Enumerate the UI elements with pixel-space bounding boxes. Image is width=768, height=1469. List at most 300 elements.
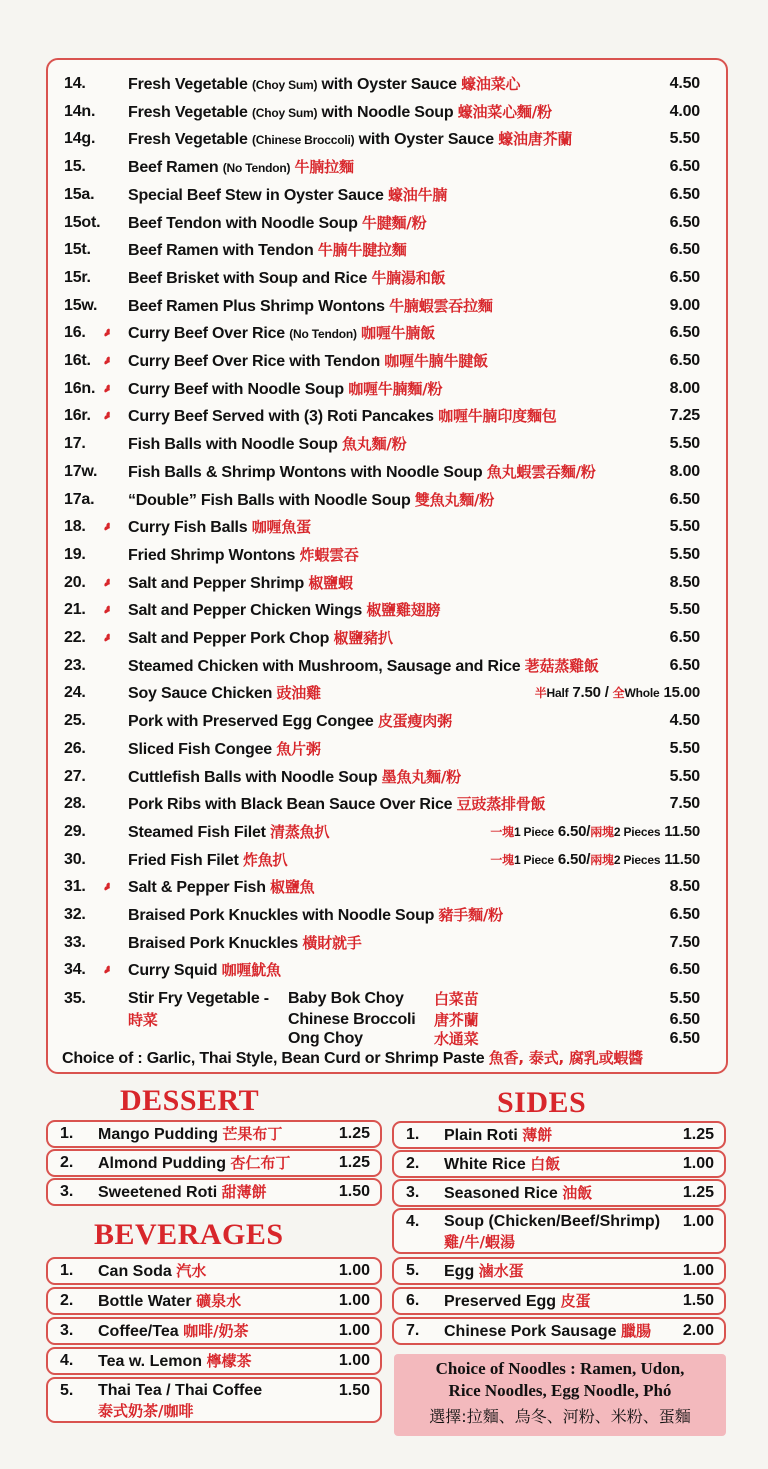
- item-label-group: [98, 1349, 251, 1374]
- item-chinese-name: 椒鹽魚: [270, 878, 315, 897]
- item-number: 28.: [64, 795, 86, 813]
- chili-pepper-icon: [102, 347, 114, 375]
- item-chinese-name: 時菜: [128, 1011, 158, 1029]
- item-name-group: [128, 347, 488, 376]
- item-name: Coffee/Tea: [98, 1323, 184, 1340]
- item-price: 1.00: [682, 1213, 714, 1230]
- item-chinese-name: 豬手麵/粉: [438, 906, 503, 924]
- item-number: 16t.: [64, 352, 91, 369]
- item-name-group: [128, 209, 426, 238]
- item-chinese-name: 皮蛋瘦肉粥: [377, 712, 452, 731]
- item-name: Beef Ramen Plus Shrimp Wontons: [128, 297, 390, 315]
- item-number: 27.: [64, 767, 86, 785]
- item-chinese-name: 臘腸: [620, 1322, 651, 1340]
- item-name: Special Beef Stew in Oyster Sauce: [128, 186, 388, 204]
- item-price: 6.50: [669, 213, 700, 231]
- option-price: 6.50: [669, 1030, 700, 1047]
- item-label-group: [98, 1122, 282, 1147]
- item-price: 1.00: [682, 1155, 714, 1172]
- item-name: Curry Beef Over Rice: [128, 325, 290, 343]
- item-name: Soup (Chicken/Beef/Shrimp): [444, 1213, 661, 1230]
- item-chinese-name: 魚片粥: [276, 739, 321, 758]
- item-price: 1.25: [338, 1154, 370, 1171]
- item-name-group: [128, 846, 287, 875]
- item-number: 18.: [64, 518, 86, 536]
- item-number: 2.: [60, 1292, 74, 1309]
- menu-item: [48, 347, 726, 375]
- sides-title: SIDES: [497, 1086, 587, 1119]
- portion-price-1: 6.50/: [553, 850, 591, 868]
- item-name-group: [128, 125, 572, 154]
- item-number: 22.: [64, 629, 86, 646]
- item-name-group: [128, 236, 407, 265]
- item-name: Plain Roti: [444, 1127, 523, 1144]
- item-price: 5.50: [669, 130, 700, 148]
- menu-item: [48, 70, 726, 98]
- item-chinese-name: 椒鹽雞翅膀: [366, 601, 441, 620]
- item-name: Soy Sauce Chicken: [128, 685, 277, 703]
- item-number: 5.: [60, 1382, 74, 1399]
- item-chinese-name: 牛腱麵/粉: [361, 213, 427, 232]
- menu-item: [48, 596, 726, 624]
- item-number: 35.: [64, 990, 86, 1007]
- item-number: 24.: [64, 684, 86, 702]
- beverages-item: [46, 1257, 382, 1285]
- item-chinese-name: 雙魚丸麵/粉: [414, 490, 495, 509]
- menu-item: [48, 181, 726, 209]
- item-price: 1.25: [338, 1125, 370, 1142]
- sides-item: [392, 1208, 726, 1254]
- item-price: 6.50: [669, 656, 700, 674]
- item-number: 15.: [64, 158, 86, 176]
- menu-item: [48, 430, 726, 458]
- portion-price-2: 11.50: [660, 850, 700, 868]
- item-name-group: [128, 153, 354, 182]
- portion-prices: [490, 846, 700, 874]
- item-name-group: [128, 541, 359, 570]
- item-number: 15ot.: [64, 213, 101, 231]
- item-name: Can Soda: [98, 1263, 177, 1280]
- item-name: Steamed Fish Filet: [128, 823, 271, 841]
- item-name-group: [128, 707, 452, 736]
- item-name: Sweetened Roti: [98, 1184, 222, 1201]
- item-chinese-name: 油飯: [562, 1184, 593, 1202]
- item-name-group: [128, 679, 321, 708]
- item-price: 6.50: [669, 324, 700, 342]
- item-number: 2.: [406, 1155, 420, 1172]
- choice-text: Choice of : Garlic, Thai Style, Bean Curd or Shrimp Paste: [62, 1050, 489, 1067]
- item-label-group: [444, 1152, 560, 1177]
- item-price: 1.50: [338, 1183, 370, 1200]
- item-price: 1.00: [338, 1292, 370, 1309]
- item-label-group: [444, 1259, 524, 1284]
- option-name: Ong Choy: [288, 1030, 363, 1047]
- item-chinese-name: 泰式奶茶/咖啡: [98, 1402, 194, 1420]
- item-chinese-name: 咖喱牛腩牛腱飯: [384, 352, 488, 370]
- item-name: Beef Ramen with Tendon: [128, 242, 318, 260]
- item-name-group: [128, 375, 442, 404]
- item-note: (Choy Sum): [251, 78, 318, 92]
- item-number: 1.: [60, 1125, 74, 1142]
- item-number: 25.: [64, 712, 86, 730]
- item-name-group: [128, 790, 545, 819]
- item-chinese-name: 蠔油菜心: [461, 75, 521, 93]
- item-number: 34.: [64, 961, 86, 979]
- item-number: 31.: [64, 878, 86, 896]
- item-name: Stir Fry Vegetable -: [128, 990, 269, 1007]
- item-chinese-name: 薄餅: [522, 1126, 553, 1144]
- item-number: 1.: [60, 1262, 74, 1279]
- dessert-title: DESSERT: [120, 1084, 260, 1117]
- item-label-group: [444, 1319, 651, 1344]
- item-chinese-name: 白飯: [530, 1155, 561, 1173]
- item-name: Fresh Vegetable: [128, 76, 252, 93]
- item-chinese-name: 牛腩牛腱拉麵: [317, 241, 407, 260]
- item-price: 1.00: [338, 1352, 370, 1369]
- item-chinese-name: 咖喱牛腩印度麵包: [438, 407, 557, 426]
- menu-item: [48, 956, 726, 984]
- item-name: Fresh Vegetable: [128, 103, 252, 121]
- beverages-item: [46, 1287, 382, 1315]
- item-name: Sliced Fish Congee: [128, 740, 277, 758]
- chili-pepper-icon: [102, 513, 114, 541]
- item-name: Seasoned Rice: [444, 1185, 563, 1202]
- item-chinese-name: 橫財就手: [302, 933, 362, 952]
- item-chinese-name: 杏仁布丁: [230, 1154, 291, 1172]
- sides-item: [392, 1257, 726, 1285]
- item-chinese-name: 咖啡/奶茶: [183, 1322, 249, 1340]
- portion-cn-1: 半: [534, 686, 547, 701]
- item-name: Curry Beef Served with (3) Roti Pancakes: [128, 408, 439, 426]
- item-number: 16n.: [64, 379, 96, 397]
- item-number: 4.: [60, 1352, 74, 1369]
- item-number: 17w.: [64, 462, 98, 480]
- item-name: Beef Ramen: [128, 159, 223, 177]
- item-number: 16.: [64, 324, 86, 342]
- item-name-group: [128, 929, 362, 958]
- chili-pepper-icon: [102, 569, 114, 597]
- item-label-group: [98, 1151, 290, 1176]
- item-chinese-name: 魚丸蝦雲吞麵/粉: [486, 462, 596, 481]
- item-chinese-name: 牛腩蝦雲吞拉麵: [389, 296, 493, 315]
- option-chinese: 唐芥蘭: [434, 1011, 479, 1029]
- sides-item: [392, 1179, 726, 1207]
- item-number: 4.: [406, 1213, 420, 1230]
- chili-pepper-icon: [102, 624, 114, 652]
- item-label-group: [444, 1181, 592, 1206]
- menu-item: [48, 818, 726, 846]
- item-chinese-name: 荖菇蒸雞飯: [524, 656, 599, 675]
- menu-item: [48, 624, 726, 652]
- item-name: Beef Brisket with Soup and Rice: [128, 269, 372, 287]
- item-number: 16r.: [64, 407, 91, 425]
- item-chinese-name: 牛腩湯和飯: [371, 268, 446, 287]
- item-name: Fish Balls & Shrimp Wontons with Noodle Soup: [128, 463, 487, 481]
- choice-of-sauce: [48, 1044, 726, 1072]
- item-name: Fish Balls with Noodle Soup: [128, 436, 342, 454]
- choice-chinese: 魚香, 泰式, 腐乳或蝦醬: [488, 1049, 643, 1067]
- item-name-group: [128, 264, 445, 293]
- noodle-choice-box: [394, 1354, 726, 1436]
- item-name: Fresh Vegetable: [128, 131, 252, 149]
- menu-item: [48, 652, 726, 680]
- item-note: (No Tendon): [289, 327, 357, 342]
- item-label-group: [444, 1123, 552, 1148]
- item-name: Preserved Egg: [444, 1293, 561, 1310]
- item-number: 17.: [64, 435, 86, 453]
- item-name: Thai Tea / Thai Coffee: [98, 1382, 263, 1399]
- item-price: 4.00: [669, 102, 700, 120]
- item-name-group: [128, 818, 329, 847]
- item-chinese-name: 牛腩拉麵: [294, 158, 354, 177]
- item-price: 8.50: [669, 878, 700, 896]
- menu-item: [48, 375, 726, 403]
- item-chinese-name: 雞/牛/蝦湯: [444, 1233, 515, 1251]
- menu-item: [48, 901, 726, 929]
- item-label-group: [98, 1289, 241, 1314]
- item-price: 6.50: [669, 629, 700, 646]
- menu-item: [48, 790, 726, 818]
- item-chinese-name: 椒鹽蝦: [308, 573, 353, 592]
- item-price: 1.00: [338, 1262, 370, 1279]
- item-price: 7.50: [669, 933, 700, 951]
- portion-label-1: 1 Piece: [513, 852, 554, 867]
- item-label-group: [98, 1259, 206, 1284]
- item-name-group: [128, 430, 406, 459]
- sides-item: [392, 1287, 726, 1315]
- item-price: 8.00: [669, 462, 700, 480]
- item-price: 5.50: [669, 435, 700, 453]
- item-name: Pork Ribs with Black Bean Sauce Over Rice: [128, 796, 457, 814]
- portion-cn-2: 兩塊: [590, 824, 614, 839]
- item-name: Salt and Pepper Shrimp: [128, 574, 309, 592]
- item-chinese-name: 魚丸麵/粉: [341, 435, 407, 454]
- item-price: 5.50: [669, 545, 700, 563]
- item-note: (Chinese Broccoli): [251, 133, 355, 148]
- dessert-item: [46, 1120, 382, 1148]
- item-note: (No Tendon): [222, 161, 291, 176]
- item-chinese-name: 滷水蛋: [478, 1262, 524, 1280]
- item-number: 15t.: [64, 241, 91, 259]
- item-price: 7.25: [669, 407, 700, 425]
- sides-item: [392, 1150, 726, 1178]
- portion-label-2: 2 Pieces: [613, 852, 661, 867]
- item-name-group: [128, 70, 520, 99]
- item-name: Braised Pork Knuckles with Noodle Soup: [128, 907, 439, 924]
- menu-item: [48, 264, 726, 292]
- item-price: 1.00: [338, 1322, 370, 1339]
- item-name: Curry Squid: [128, 962, 222, 980]
- item-price: 6.50: [669, 268, 700, 286]
- menu-item: [48, 513, 726, 541]
- item-number: 6.: [406, 1292, 420, 1309]
- item-chinese-name: 皮蛋: [560, 1292, 591, 1310]
- item-name-group: [128, 652, 599, 681]
- sides-item: [392, 1121, 726, 1149]
- menu-item: [48, 236, 726, 264]
- item-name: Curry Beef with Noodle Soup: [128, 380, 349, 398]
- item-name: Fried Shrimp Wontons: [128, 546, 300, 564]
- item-price: 4.50: [669, 75, 700, 92]
- item-name: Egg: [444, 1263, 479, 1280]
- item-number: 3.: [60, 1322, 74, 1339]
- item-price: 4.50: [669, 712, 700, 730]
- item-chinese-name: 炸魚扒: [242, 850, 288, 869]
- item-name: Bottle Water: [98, 1293, 197, 1310]
- option-chinese: 水通菜: [434, 1030, 479, 1048]
- item-chinese-name: 咖喱魚蛋: [251, 518, 311, 537]
- item-price: 6.50: [669, 490, 700, 508]
- item-chinese-name: 咖喱牛腩飯: [361, 324, 436, 343]
- item-name: “Double” Fish Balls with Noodle Soup: [128, 491, 415, 509]
- item-number: 3.: [60, 1183, 74, 1200]
- option-price: 5.50: [669, 990, 700, 1007]
- portion-price-1: 7.50 /: [568, 684, 613, 702]
- item-name: Beef Tendon with Noodle Soup: [128, 214, 362, 232]
- item-chinese-name: 清蒸魚扒: [270, 822, 330, 841]
- item-chinese-name: 蠔油唐芥蘭: [498, 130, 573, 149]
- item-name: Mango Pudding: [98, 1126, 223, 1143]
- item-price: 5.50: [669, 767, 700, 785]
- item-name-group: [128, 402, 557, 431]
- item-number: 23.: [64, 656, 86, 674]
- item-chinese-name: 豉油雞: [276, 684, 321, 703]
- portion-prices: [535, 679, 700, 707]
- portion-label-1: 1 Piece: [513, 824, 554, 839]
- main-menu-box: [46, 58, 728, 1074]
- item-name-group: [128, 735, 321, 764]
- item-name: Curry Beef Over Rice with Tendon: [128, 353, 385, 370]
- chili-pepper-icon: [102, 596, 114, 624]
- noodle-choice-line1: Choice of Noodles : Ramen, Udon,: [435, 1359, 685, 1378]
- item-name: Almond Pudding: [98, 1155, 231, 1172]
- item-name: Curry Fish Balls: [128, 519, 252, 537]
- item-name: Salt and Pepper Chicken Wings: [128, 602, 367, 620]
- menu-item: [48, 486, 726, 514]
- item-price: 1.25: [682, 1184, 714, 1201]
- item-price: 1.00: [682, 1262, 714, 1279]
- item-name-group: [128, 596, 440, 625]
- option-chinese: 白菜苗: [434, 990, 479, 1008]
- item-name-group: [128, 569, 353, 598]
- menu-item: [48, 873, 726, 901]
- item-price: 5.50: [669, 601, 700, 619]
- menu-item: [48, 319, 726, 347]
- item-name-group: [128, 292, 493, 321]
- item-label-group: [98, 1319, 249, 1344]
- chili-pepper-icon: [102, 319, 114, 347]
- item-name: Braised Pork Knuckles: [128, 934, 303, 952]
- item-price: 6.50: [669, 961, 700, 979]
- item-name-cont: with Noodle Soup: [317, 103, 458, 121]
- item-chinese-name: 蠔油菜心麵/粉: [457, 102, 552, 121]
- option-name: Baby Bok Choy: [288, 990, 404, 1007]
- item-number: 17a.: [64, 490, 95, 508]
- menu-item: [48, 98, 726, 126]
- item-name-group: [128, 513, 311, 542]
- item-name-group: [128, 181, 447, 210]
- item-price: 1.50: [338, 1382, 370, 1399]
- item-name: Fried Fish Filet: [128, 851, 243, 869]
- item-name: Salt and Pepper Pork Chop: [128, 630, 334, 647]
- portion-cn-1: 一塊: [490, 852, 514, 867]
- item-price: 8.00: [669, 379, 700, 397]
- item-number: 5.: [406, 1262, 420, 1279]
- item-number: 20.: [64, 573, 86, 591]
- item-price: 6.50: [669, 352, 700, 369]
- item-price: 6.50: [669, 158, 700, 176]
- chili-pepper-icon: [102, 375, 114, 403]
- menu-item: [48, 458, 726, 486]
- item-price: 9.00: [669, 296, 700, 314]
- item-label-group: [444, 1289, 591, 1314]
- option-price: 6.50: [669, 1011, 700, 1028]
- item-number: 14.: [64, 75, 86, 92]
- item-price: 7.50: [669, 795, 700, 813]
- item-number: 14g.: [64, 130, 96, 148]
- item-number: 3.: [406, 1184, 420, 1201]
- portion-label-2: Whole: [624, 686, 660, 701]
- menu-item: [48, 292, 726, 320]
- menu-item: [48, 707, 726, 735]
- noodle-choice-line2: Rice Noodles, Egg Noodle, Phó: [448, 1381, 672, 1400]
- item-name: Steamed Chicken with Mushroom, Sausage and Rice: [128, 657, 525, 675]
- item-number: 7.: [406, 1322, 420, 1339]
- item-number: 15a.: [64, 185, 95, 203]
- portion-cn-1: 一塊: [490, 824, 514, 839]
- item-note: (Choy Sum): [251, 105, 318, 120]
- menu-item: [48, 569, 726, 597]
- item-number: 32.: [64, 906, 86, 923]
- item-price: 6.50: [669, 906, 700, 923]
- item-name: Salt & Pepper Fish: [128, 879, 271, 897]
- item-chinese-name: 礦泉水: [196, 1292, 242, 1310]
- item-number: 29.: [64, 822, 86, 840]
- item-number: 15w.: [64, 296, 98, 314]
- portion-price-2: 11.50: [660, 822, 700, 840]
- sides-item: [392, 1317, 726, 1345]
- portion-price-2: 15.00: [659, 684, 700, 702]
- item-price: 5.50: [669, 739, 700, 757]
- item-chinese-name: 椒鹽豬扒: [333, 629, 393, 647]
- dessert-item: [46, 1149, 382, 1177]
- portion-prices: [490, 818, 700, 846]
- item-name: Chinese Pork Sausage: [444, 1323, 621, 1340]
- portion-cn-2: 全: [612, 686, 625, 701]
- item-name-group: [128, 901, 503, 930]
- item-chinese-name: 豆豉蒸排骨飯: [456, 795, 546, 814]
- item-name-group: [128, 458, 596, 487]
- chili-pepper-icon: [102, 873, 114, 901]
- beverages-item: [46, 1317, 382, 1345]
- item-chinese-name: 咖喱魷魚: [221, 961, 281, 980]
- dessert-item: [46, 1178, 382, 1206]
- item-number: 14n.: [64, 102, 96, 120]
- portion-label-2: 2 Pieces: [613, 824, 661, 839]
- chili-pepper-icon: [102, 402, 114, 430]
- item-number: 2.: [60, 1154, 74, 1171]
- beverages-item: [46, 1347, 382, 1375]
- item-name: White Rice: [444, 1156, 531, 1173]
- beverages-item: [46, 1377, 382, 1423]
- chili-pepper-icon: [102, 956, 114, 984]
- item-price: 6.50: [669, 241, 700, 259]
- item-chinese-name: 蠔油牛腩: [387, 185, 448, 204]
- item-number: 1.: [406, 1126, 420, 1143]
- menu-item: [48, 679, 726, 707]
- menu-item: [48, 929, 726, 957]
- menu-item: [48, 402, 726, 430]
